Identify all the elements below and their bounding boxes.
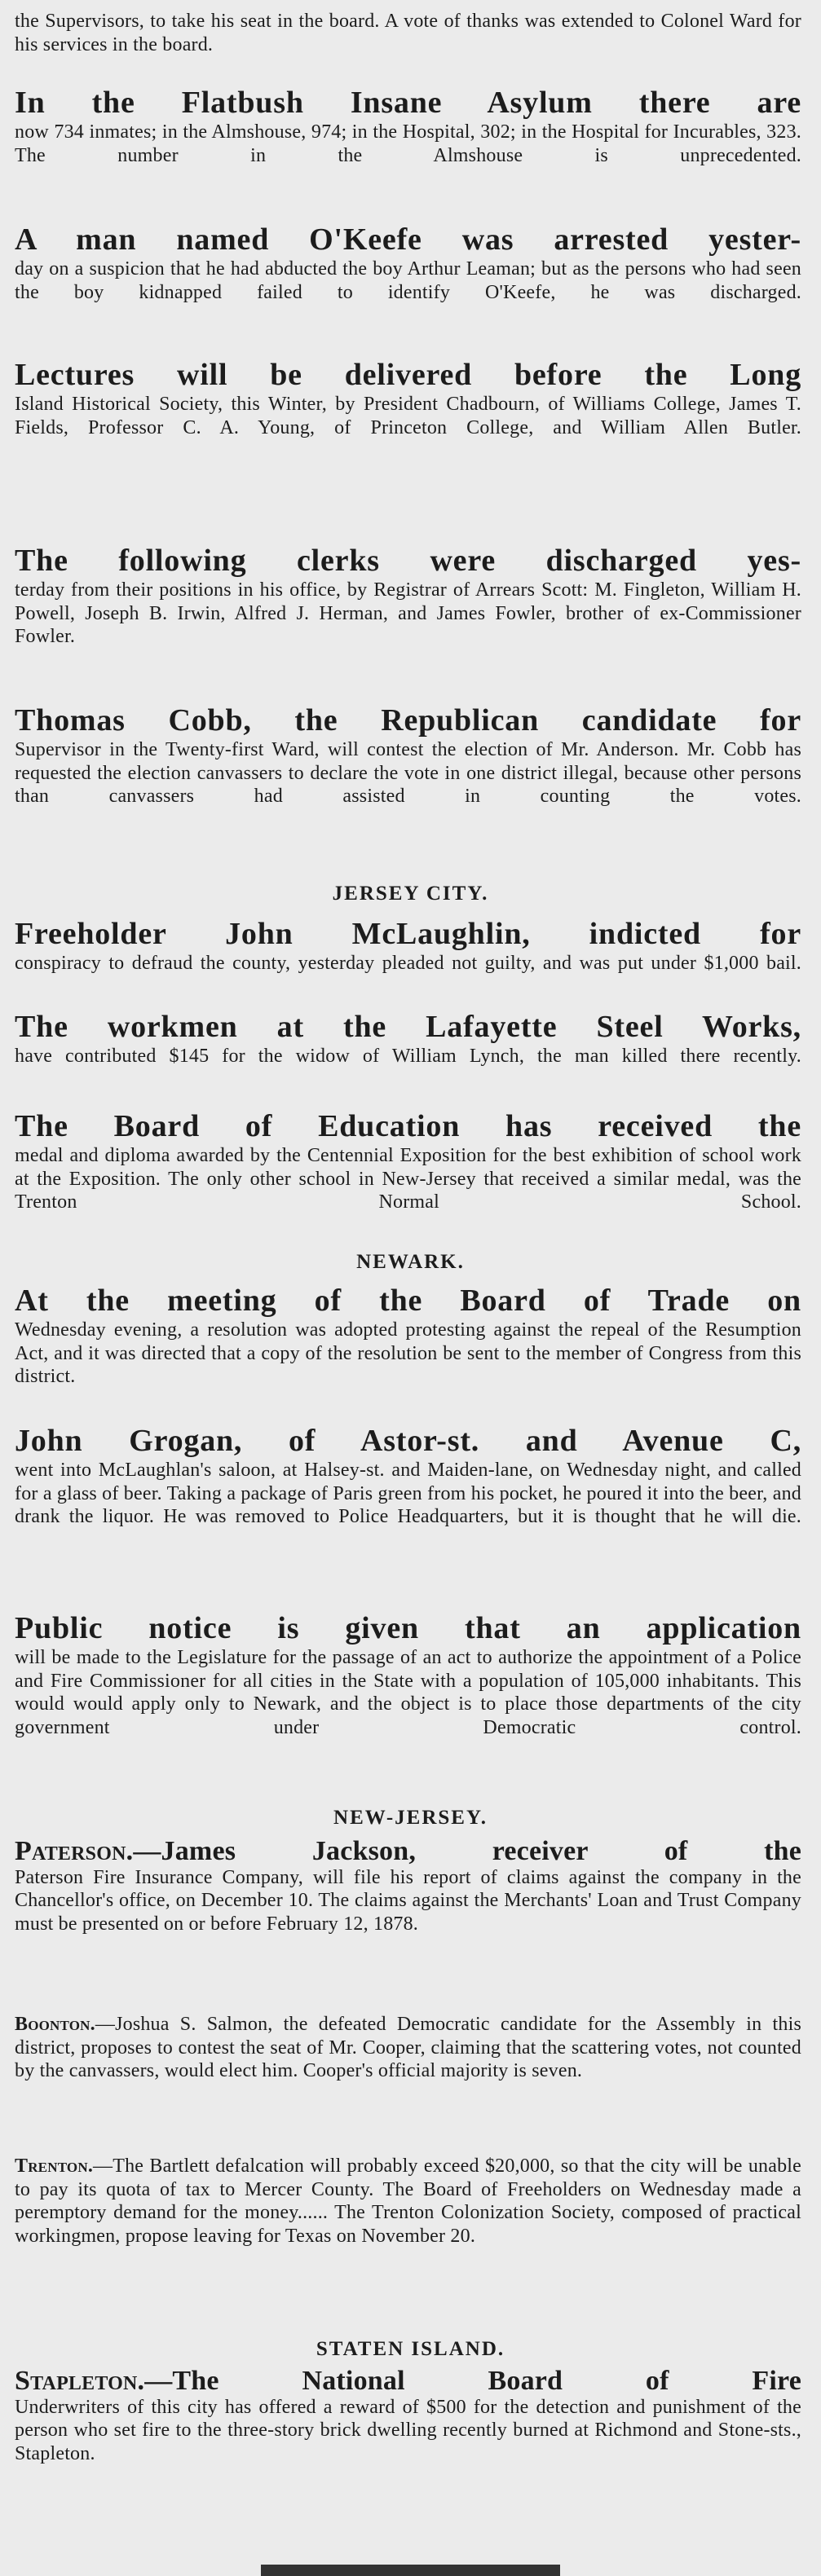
section-heading-staten-island: STATEN ISLAND. <box>316 2338 505 2360</box>
article-lead-line <box>15 2366 801 2396</box>
article-stapleton <box>15 2366 801 2465</box>
article-body: conspiracy to defraud the county, yesterday pleaded not guilty, and was put under $1,000 bail. <box>15 953 801 974</box>
article-lead: The workmen at the Lafayette Steel Works, <box>15 1010 801 1044</box>
article-body: Underwriters of this city has offered a reward of $500 for the detection and punishment of the person who set fire to the three-story brick dwelling recently burned at Richmond and Stone-sts., Stapleton. <box>15 2396 801 2464</box>
dateline-stapleton: Stapleton. <box>15 2366 145 2396</box>
section-heading-newark: NEWARK. <box>356 1251 465 1273</box>
article-body: —The Bartlett defalcation will probably exceed $20,000, so that the city will be unable to pay its quota of tax to Mercer County. The Board of Freeholders on Wednesday made a peremptory demand for the money...... The Trenton Colonization Society, composed of practical workingmen, propose leaving for Texas on November 20. <box>15 2155 801 2247</box>
article-body: Wednesday evening, a resolution was adopted protesting against the repeal of the Resumption Act, and it was directed that a copy of the resolution be sent to the member of Congress from this district. <box>15 1319 801 1388</box>
article-lead: —James Jackson, receiver of the <box>133 1836 801 1866</box>
column-end-rule <box>261 2565 560 2576</box>
article-public-notice <box>15 1610 801 1739</box>
article-lead: Lectures will be delivered before the Long <box>15 358 801 392</box>
article-body: now 734 inmates; in the Almshouse, 974; in the Hospital, 302; in the Hospital for Incurables, 323. The number in the Almshouse is unprecedented. <box>15 121 801 166</box>
article-boonton <box>15 2013 801 2083</box>
article-clerks-discharged <box>15 543 801 649</box>
dateline-trenton: Trenton. <box>15 2155 94 2177</box>
article-board-of-education <box>15 1108 801 1214</box>
article-okeefe <box>15 222 801 304</box>
article-body: the Supervisors, to take his seat in the board. A vote of thanks was extended to Colonel Ward for his services in the board. <box>15 11 801 55</box>
article-lead: John Grogan, of Astor-st. and Avenue C, <box>15 1424 801 1458</box>
section-heading-jersey-city: JERSEY CITY. <box>332 883 489 905</box>
dateline-boonton: Boonton. <box>15 2014 95 2035</box>
article-mclaughlin <box>15 916 801 975</box>
dateline-paterson: Paterson. <box>15 1836 134 1866</box>
article-body: —Joshua S. Salmon, the defeated Democratic candidate for the Assembly in this district, proposes to contest the seat of Mr. Cooper, claiming that the scattering votes, not counted by the canvassers, would elect him. Cooper's official majority is seven. <box>15 2014 801 2082</box>
article-lead: —The National Board of Fire <box>144 2366 801 2396</box>
article-lead: In the Flatbush Insane Asylum there are <box>15 86 801 120</box>
article-body: terday from their positions in his office, by Registrar of Arrears Scott: M. Fingleton, William H. Powell, Joseph B. Irwin, Alfred J. Herman, and James Fowler, brother of ex-Commissioner Fowler. <box>15 579 801 648</box>
article-flatbush-asylum <box>15 85 801 167</box>
article-body: day on a suspicion that he had abducted the boy Arthur Leaman; but as the persons who had seen the boy kidnapped failed to identify O'Keefe, he was discharged. <box>15 258 801 303</box>
article-board-of-trade <box>15 1283 801 1389</box>
article-body: Supervisor in the Twenty-first Ward, will contest the election of Mr. Anderson. Mr. Cobb has requested the election canvassers to declare the vote in one district illegal, because other persons than canvassers had assisted in counting the votes. <box>15 739 801 808</box>
article-thomas-cobb <box>15 702 801 808</box>
article-lead: The Board of Education has received the <box>15 1109 801 1143</box>
article-body: Island Historical Society, this Winter, by President Chadbourn, of Williams College, James T. Fields, Professor C. A. Young, of Princeton College, and William Allen Butler. <box>15 394 801 438</box>
article-body: Paterson Fire Insurance Company, will file his report of claims against the company in the Chancellor's office, on December 10. The claims against the Merchants' Loan and Trust Company must be presented on or before February 12, 1878. <box>15 1866 801 1935</box>
article-trenton <box>15 2155 801 2248</box>
article-body: medal and diploma awarded by the Centennial Exposition for the best exhibition of school work at the Exposition. The only other school in New-Jersey that received a similar medal, was the Trenton Normal School. <box>15 1145 801 1213</box>
article-lead: At the meeting of the Board of Trade on <box>15 1284 801 1318</box>
article-lectures <box>15 357 801 439</box>
article-lead-line <box>15 1836 801 1866</box>
article-lead: Public notice is given that an application <box>15 1611 801 1645</box>
section-heading-new-jersey: NEW-JERSEY. <box>333 1807 488 1829</box>
article-lead: Thomas Cobb, the Republican candidate for <box>15 703 801 738</box>
article-supervisors <box>15 10 801 56</box>
article-body: have contributed $145 for the widow of William Lynch, the man killed there recently. <box>15 1046 801 1067</box>
article-paterson <box>15 1836 801 1935</box>
article-john-grogan <box>15 1423 801 1529</box>
article-lead: The following clerks were discharged yes- <box>15 544 801 578</box>
article-body: went into McLaughlan's saloon, at Halsey-st. and Maiden-lane, on Wednesday night, and called for a glass of beer. Taking a package of Paris green from his pocket, he poured it into the beer, and drank the liquor. He was removed to Police Headquarters, but it is thought that he will die. <box>15 1460 801 1528</box>
article-lafayette-steel <box>15 1009 801 1068</box>
article-lead: Freeholder John McLaughlin, indicted for <box>15 917 801 951</box>
article-lead: A man named O'Keefe was arrested yester- <box>15 222 801 257</box>
article-body: will be made to the Legislature for the passage of an act to authorize the appointment of a Police and Fire Commissioner for all cities in the State with a population of 105,000 inhabitants. This would would apply only to Newark, and the object is to place those departments of the city government under Democratic control. <box>15 1647 801 1738</box>
